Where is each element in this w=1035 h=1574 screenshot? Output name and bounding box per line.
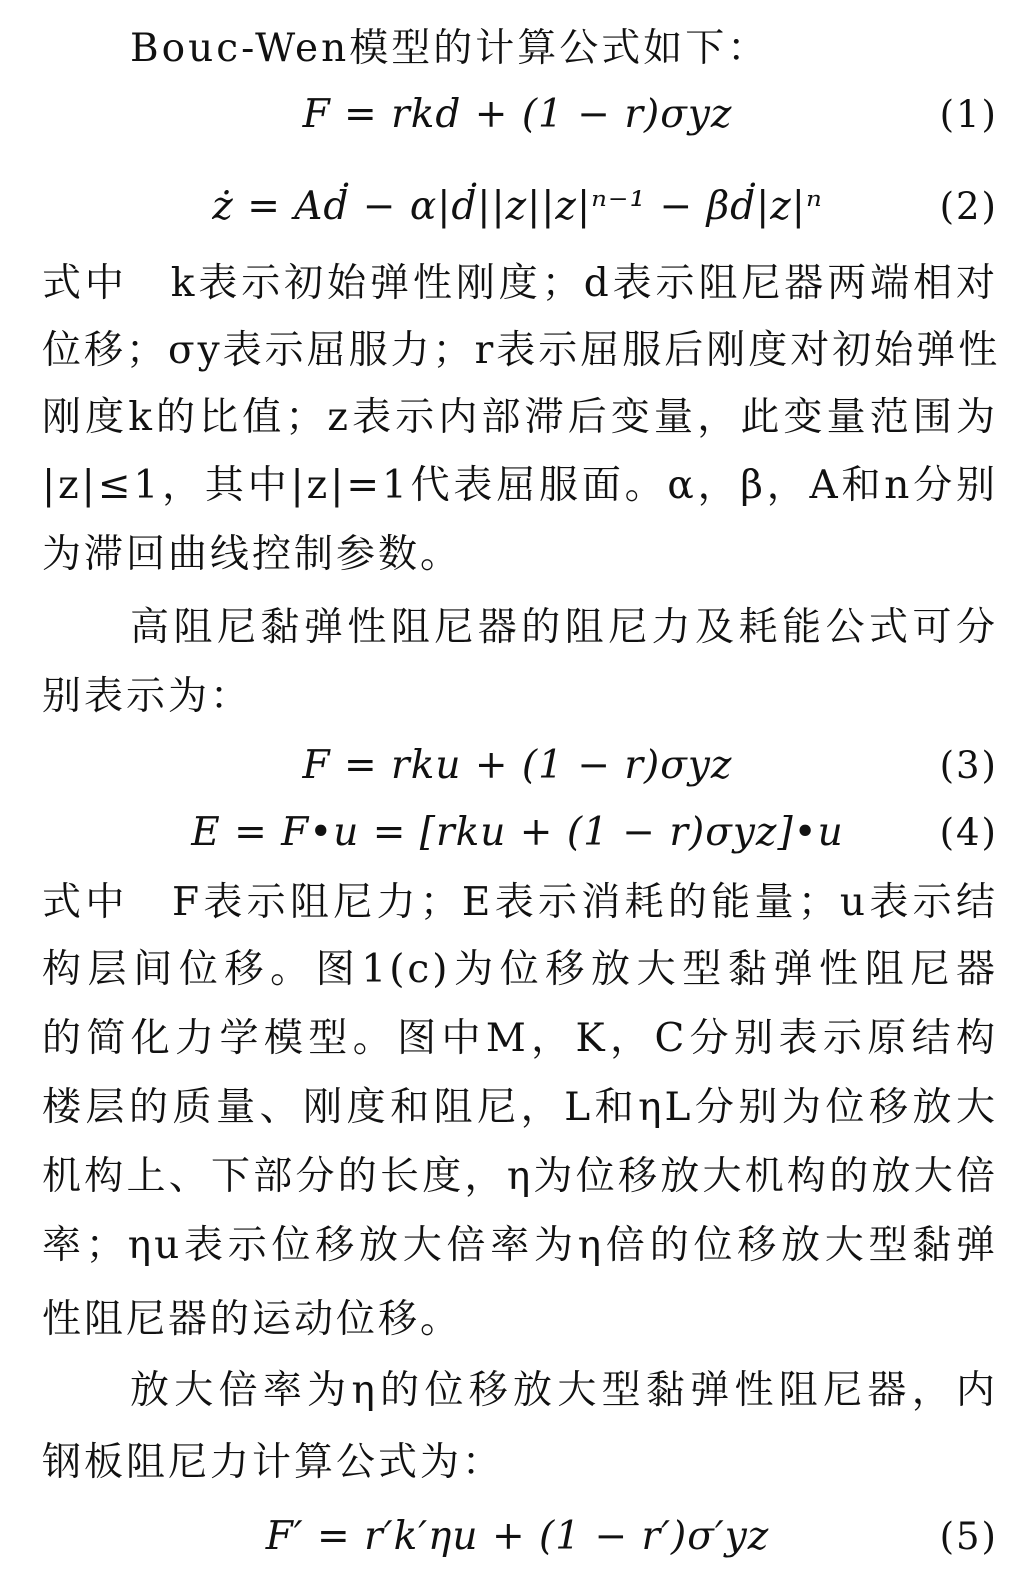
equation-number: (5) <box>939 1515 998 1558</box>
equation-expression: E = F•u = [rku + (1 − r)σyz]•u <box>191 810 844 855</box>
equation-3 <box>0 741 1035 791</box>
equation-number: (1) <box>939 93 998 136</box>
equation-expression: F′ = r′k′ηu + (1 − r′)σ′yz <box>265 1514 770 1559</box>
paragraph-line: |z|≤1，其中|z|=1代表屈服面。α，β，A和n分别 <box>42 463 998 508</box>
paragraph-line: 率；ηu表示位移放大倍率为η倍的位移放大型黏弹 <box>42 1223 998 1268</box>
paragraph-line: 别表示为： <box>42 674 253 719</box>
paragraph-line: 放大倍率为η的位移放大型黏弹性阻尼器，内 <box>130 1368 998 1413</box>
paragraph-line: 构层间位移。图1(c)为位移放大型黏弹性阻尼器 <box>42 947 998 992</box>
equation-5 <box>0 1512 1035 1562</box>
paragraph-line: 高阻尼黏弹性阻尼器的阻尼力及耗能公式可分 <box>130 605 998 650</box>
paragraph-line: 为滞回曲线控制参数。 <box>42 532 463 577</box>
equation-expression: F = rkd + (1 − r)σyz <box>302 92 733 137</box>
paragraph-line: 的简化力学模型。图中M，K，C分别表示原结构 <box>42 1016 998 1061</box>
equation-4 <box>0 808 1035 858</box>
paragraph-line: 性阻尼器的运动位移。 <box>42 1297 463 1342</box>
paragraph-line: 钢板阻尼力计算公式为： <box>42 1440 505 1485</box>
equation-1 <box>0 90 1035 140</box>
paragraph-line: Bouc-Wen模型的计算公式如下： <box>130 26 770 71</box>
equation-2 <box>0 182 1035 232</box>
equation-expression: ż = Aḋ − α|ḋ||z||z|ⁿ⁻¹ − βḋ|z|ⁿ <box>212 184 823 229</box>
equation-number: (3) <box>939 744 998 787</box>
paragraph-line: 式中 k表示初始弹性刚度；d表示阻尼器两端相对 <box>42 261 998 306</box>
paragraph-line: 式中 F表示阻尼力；E表示消耗的能量；u表示结 <box>42 880 998 925</box>
equation-number: (4) <box>939 811 998 854</box>
paragraph-line: 楼层的质量、刚度和阻尼，L和ηL分别为位移放大 <box>42 1085 998 1130</box>
paragraph-line: 位移；σy表示屈服力；r表示屈服后刚度对初始弹性 <box>42 328 1001 373</box>
equation-number: (2) <box>939 185 998 228</box>
paragraph-line: 机构上、下部分的长度，η为位移放大机构的放大倍 <box>42 1154 998 1199</box>
equation-expression: F = rku + (1 − r)σyz <box>302 743 733 788</box>
paragraph-line: 刚度k的比值；z表示内部滞后变量，此变量范围为 <box>42 395 998 440</box>
